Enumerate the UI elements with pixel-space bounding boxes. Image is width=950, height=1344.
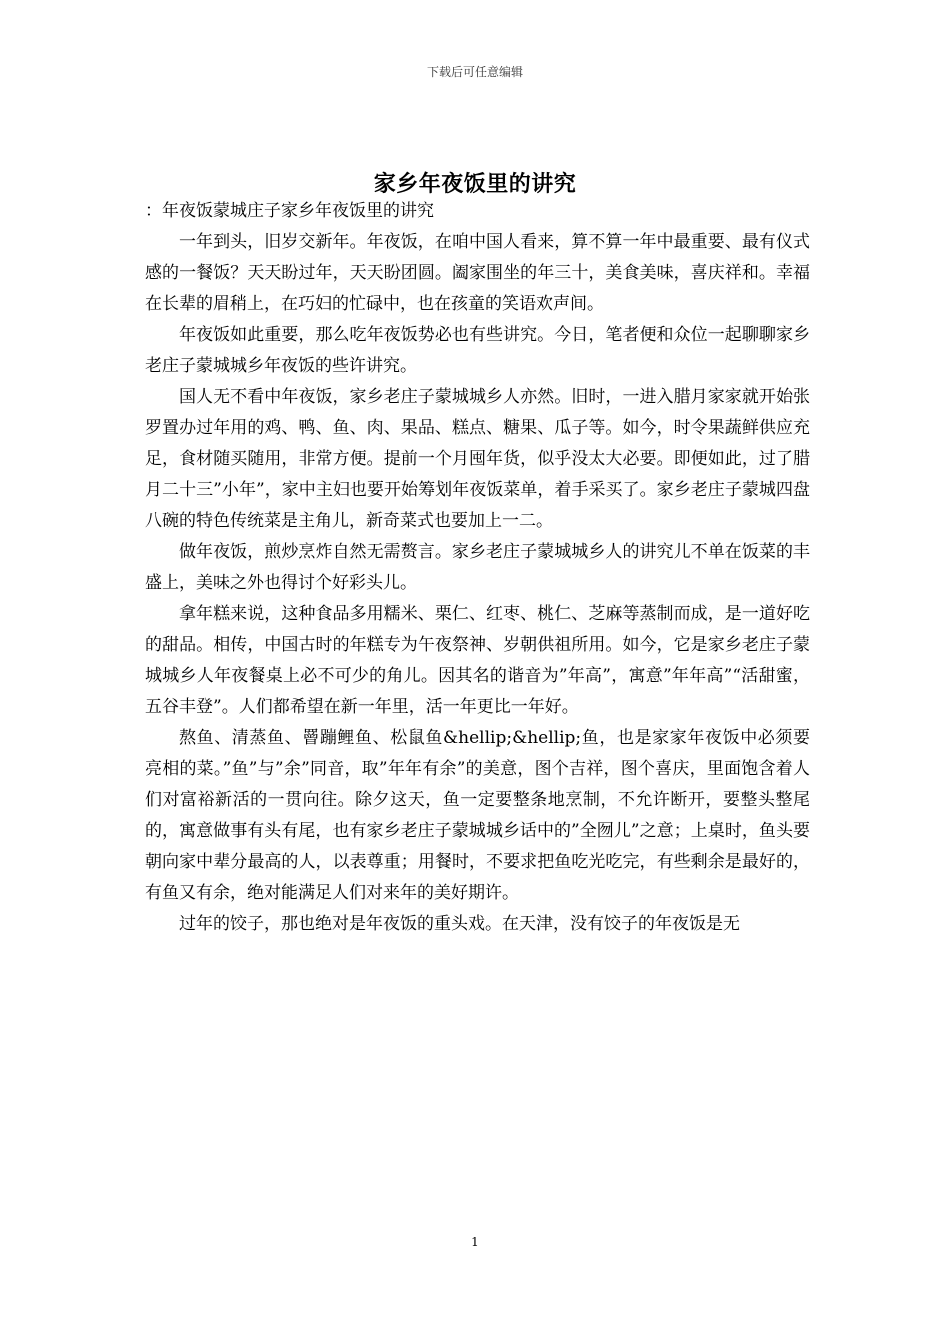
paragraph: 熬鱼、清蒸鱼、罾蹦鲤鱼、松鼠鱼&hellip;&hellip;鱼，也是家家年夜饭中必须要亮相的菜。”鱼”与”余”同音，取”年年有余”的美意，图个吉祥，图个喜庆，里面饱含着人们对富裕新活的一贯向往。除夕这天，鱼一定要整条地烹制，不允许断开，要整头整尾的，寓意做事有头有尾，也有家乡老庄子蒙城城乡话中的”全囫儿”之意；上桌时，鱼头要朝向家中辈分最高的人，以表尊重；用餐时，不要求把鱼吃光吃完，有些剩余是最好的，有鱼又有余，绝对能满足人们对来年的美好期许。 — [145, 728, 810, 903]
paragraph: 年夜饭如此重要，那么吃年夜饭势必也有些讲究。今日，笔者便和众位一起聊聊家乡老庄子蒙城城乡年夜饭的些许讲究。 — [145, 325, 810, 376]
paragraph: 做年夜饭，煎炒烹炸自然无需赘言。家乡老庄子蒙城城乡人的讲究儿不单在饭菜的丰盛上，美味之外也得讨个好彩头儿。 — [145, 542, 810, 593]
document-subtitle: ：年夜饭蒙城庄子家乡年夜饭里的讲究 — [145, 201, 434, 221]
paragraph: 一年到头，旧岁交新年。年夜饭，在咱中国人看来，算不算一年中最重要、最有仪式感的一餐饭？天天盼过年，天天盼团圆。阖家围坐的年三十，美食美味，喜庆祥和。幸福在长辈的眉稍上，在巧妇的忙碌中，也在孩童的笑语欢声间。 — [145, 232, 810, 314]
paragraph: 过年的饺子，那也绝对是年夜饭的重头戏。在天津，没有饺子的年夜饭是无 — [179, 914, 740, 934]
paragraph: 国人无不看中年夜饭，家乡老庄子蒙城城乡人亦然。旧时，一进入腊月家家就开始张罗置办过年用的鸡、鸭、鱼、肉、果品、糕点、糖果、瓜子等。如今，时令果蔬鲜供应充足，食材随买随用，非常方便。提前一个月囤年货，似乎没太大必要。即便如此，过了腊月二十三”小年”，家中主妇也要开始筹划年夜饭菜单，着手采买了。家乡老庄子蒙城四盘八碗的特色传统菜是主角儿，新奇菜式也要加上一二。 — [145, 387, 810, 531]
document-body — [145, 196, 810, 940]
document-title: 家乡年夜饭里的讲究 — [373, 170, 577, 197]
page-number: 1 — [471, 1235, 479, 1249]
paragraph: 拿年糕来说，这种食品多用糯米、栗仁、红枣、桃仁、芝麻等蒸制而成，是一道好吃的甜品。相传，中国古时的年糕专为午夜祭神、岁朝供祖所用。如今，它是家乡老庄子蒙城城乡人年夜餐桌上必不可少的角儿。因其名的谐音为”年高”，寓意”年年高”“活甜蜜，五谷丰登”。人们都希望在新一年里，活一年更比一年好。 — [145, 604, 810, 717]
page-header: 下载后可任意编辑 — [426, 65, 523, 79]
